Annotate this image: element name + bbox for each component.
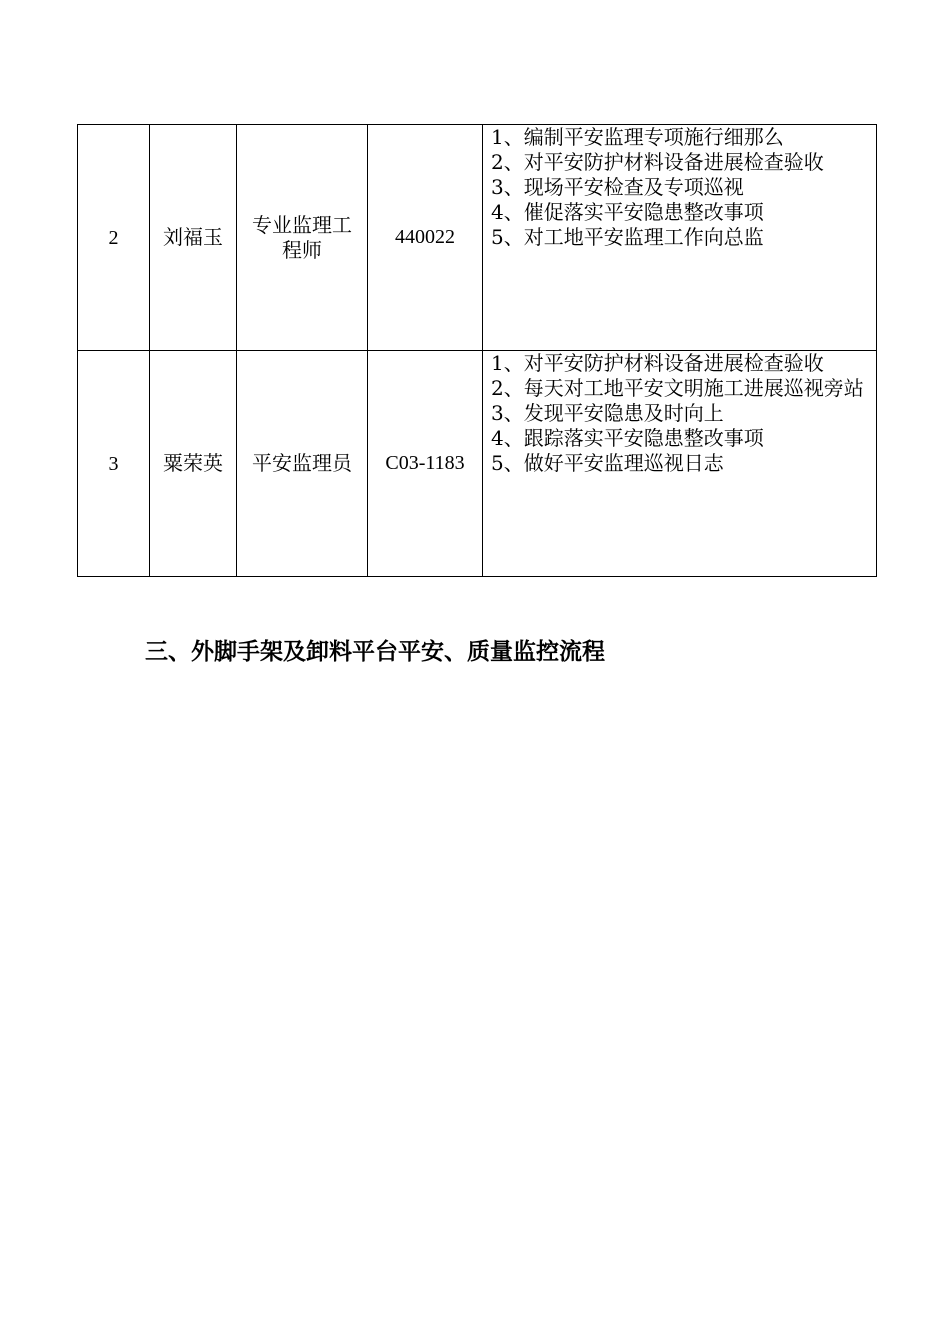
- duty-item: 3、现场平安检查及专项巡视: [491, 175, 744, 199]
- staff-cert-number: C03-1183: [368, 351, 483, 577]
- duty-item: 5、对工地平安监理工作向总监: [491, 225, 764, 249]
- duty-item: 4、跟踪落实平安隐患整改事项: [491, 426, 764, 450]
- staff-role: 平安监理员: [237, 351, 368, 577]
- duty-item: 1、编制平安监理专项施行细那么: [491, 125, 784, 149]
- table-row: [78, 351, 877, 577]
- duty-item: 4、催促落实平安隐患整改事项: [491, 200, 764, 224]
- duty-item: 5、做好平安监理巡视日志: [491, 451, 724, 475]
- duty-item: 3、发现平安隐患及时向上: [491, 401, 724, 425]
- staff-role: 专业监理工程师: [237, 125, 368, 351]
- row-number-cell: [78, 125, 150, 351]
- row-number: 3: [108, 452, 119, 475]
- staff-duties: [483, 125, 877, 351]
- section-heading: 三、外脚手架及卸料平台平安、质量监控流程: [145, 639, 605, 665]
- staff-duty-table: [77, 124, 877, 577]
- table-row: [78, 125, 877, 351]
- duty-item: 2、对平安防护材料设备进展检查验收: [491, 150, 824, 174]
- row-number: 2: [108, 226, 119, 249]
- row-number-cell: [78, 351, 150, 577]
- staff-name: 粟荣英: [150, 351, 237, 577]
- staff-name: 刘福玉: [150, 125, 237, 351]
- duty-item: 2、每天对工地平安文明施工进展巡视旁站: [491, 376, 864, 400]
- staff-duties: [483, 351, 877, 577]
- duty-item: 1、对平安防护材料设备进展检查验收: [491, 351, 824, 375]
- staff-cert-number: 440022: [368, 125, 483, 351]
